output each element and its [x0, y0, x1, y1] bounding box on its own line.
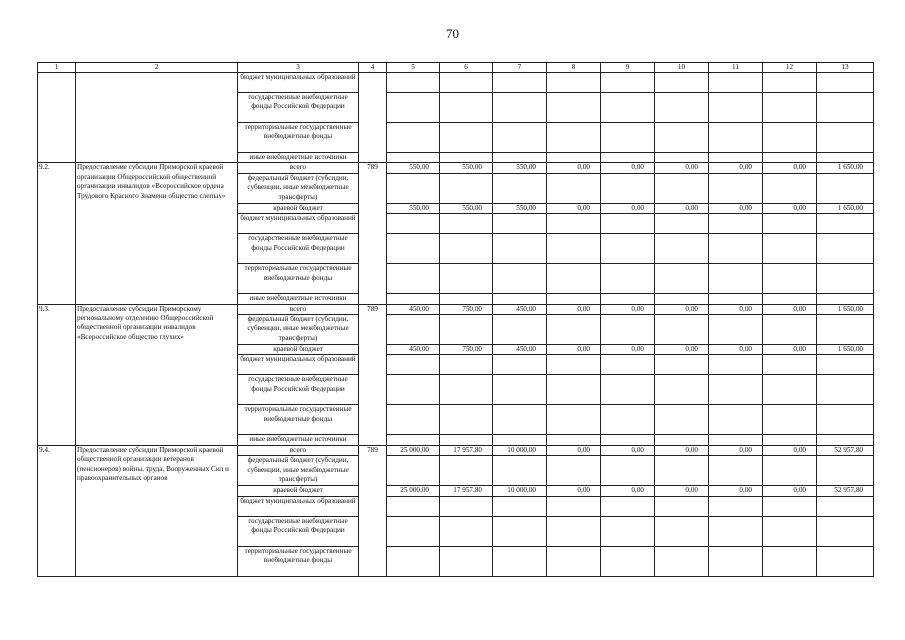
value-cell	[493, 73, 547, 93]
value-cell	[440, 73, 493, 93]
source-cell: территориальные государственные внебюджетные фонды	[238, 123, 359, 153]
value-cell	[709, 153, 763, 163]
value-cell	[655, 516, 709, 546]
value-cell: 17 957,80	[440, 445, 493, 455]
value-cell	[387, 264, 440, 294]
value-cell	[387, 496, 440, 516]
value-cell	[709, 264, 763, 294]
value-cell	[817, 234, 874, 264]
value-cell	[601, 546, 655, 576]
value-cell	[763, 355, 817, 375]
name-cell	[76, 73, 238, 163]
column-header: 9	[601, 63, 655, 73]
value-cell	[547, 375, 601, 405]
value-cell	[387, 73, 440, 93]
value-cell	[655, 355, 709, 375]
value-cell	[655, 93, 709, 123]
value-cell	[547, 173, 601, 203]
value-cell	[763, 496, 817, 516]
value-cell: 52 957,80	[817, 486, 874, 496]
value-cell	[709, 456, 763, 486]
value-cell: 0,00	[763, 163, 817, 173]
value-cell	[817, 435, 874, 445]
value-cell	[709, 355, 763, 375]
value-cell	[387, 456, 440, 486]
value-cell	[493, 123, 547, 153]
value-cell	[387, 234, 440, 264]
value-cell: 450,00	[387, 345, 440, 355]
section-index: 9.3.	[38, 304, 76, 445]
value-cell: 25 000,00	[387, 445, 440, 455]
value-cell	[709, 234, 763, 264]
page-number: 70	[446, 26, 459, 41]
value-cell: 25 000,00	[387, 486, 440, 496]
value-cell	[547, 234, 601, 264]
value-cell	[655, 173, 709, 203]
value-cell	[440, 496, 493, 516]
value-cell: 1 650,00	[817, 345, 874, 355]
code-cell	[359, 73, 387, 163]
value-cell	[387, 315, 440, 345]
value-cell	[493, 153, 547, 163]
value-cell	[547, 516, 601, 546]
source-cell: бюджет муниципальных образований	[238, 73, 359, 93]
source-cell: федеральный бюджет (субсидии, субвенции, иные межбюджетные трансферты)	[238, 315, 359, 345]
value-cell	[655, 405, 709, 435]
value-cell: 17 957,80	[440, 486, 493, 496]
value-cell	[601, 294, 655, 304]
value-cell: 0,00	[655, 163, 709, 173]
value-cell	[655, 496, 709, 516]
table-row	[38, 445, 874, 455]
value-cell: 550,00	[493, 203, 547, 213]
column-header: 6	[440, 63, 493, 73]
value-cell	[709, 516, 763, 546]
value-cell	[655, 435, 709, 445]
value-cell	[547, 456, 601, 486]
value-cell	[763, 516, 817, 546]
value-cell	[655, 264, 709, 294]
value-cell	[655, 375, 709, 405]
value-cell	[547, 73, 601, 93]
value-cell	[601, 315, 655, 345]
source-cell: бюджет муниципальных образований	[238, 214, 359, 234]
value-cell	[601, 496, 655, 516]
value-cell	[709, 93, 763, 123]
value-cell	[655, 294, 709, 304]
value-cell: 0,00	[709, 163, 763, 173]
value-cell: 0,00	[763, 486, 817, 496]
value-cell	[387, 123, 440, 153]
source-cell: бюджет муниципальных образований	[238, 355, 359, 375]
value-cell	[493, 294, 547, 304]
value-cell	[763, 234, 817, 264]
value-cell	[817, 496, 874, 516]
column-header: 5	[387, 63, 440, 73]
value-cell	[709, 405, 763, 435]
value-cell	[601, 435, 655, 445]
value-cell	[763, 73, 817, 93]
source-cell: всего	[238, 163, 359, 173]
value-cell: 550,00	[493, 163, 547, 173]
value-cell: 0,00	[709, 445, 763, 455]
value-cell	[817, 73, 874, 93]
value-cell	[547, 496, 601, 516]
value-cell: 0,00	[601, 163, 655, 173]
value-cell	[440, 173, 493, 203]
value-cell	[709, 173, 763, 203]
value-cell	[763, 214, 817, 234]
value-cell	[440, 456, 493, 486]
column-header: 7	[493, 63, 547, 73]
value-cell	[601, 516, 655, 546]
value-cell	[440, 405, 493, 435]
value-cell: 0,00	[655, 345, 709, 355]
value-cell	[440, 264, 493, 294]
value-cell	[763, 405, 817, 435]
source-cell: иные внебюджетные источники	[238, 294, 359, 304]
value-cell	[709, 375, 763, 405]
value-cell	[601, 73, 655, 93]
value-cell	[817, 315, 874, 345]
value-cell: 0,00	[655, 203, 709, 213]
value-cell: 0,00	[709, 203, 763, 213]
value-cell	[655, 123, 709, 153]
value-cell	[817, 546, 874, 576]
value-cell: 0,00	[547, 445, 601, 455]
value-cell: 0,00	[763, 203, 817, 213]
value-cell	[709, 123, 763, 153]
value-cell	[547, 546, 601, 576]
table-row	[38, 163, 874, 173]
idx-cell	[38, 73, 76, 163]
column-header: 12	[763, 63, 817, 73]
source-cell: государственные внебюджетные фонды Российской Федерации	[238, 375, 359, 405]
value-cell	[387, 93, 440, 123]
value-cell	[655, 214, 709, 234]
value-cell	[709, 294, 763, 304]
value-cell: 0,00	[601, 203, 655, 213]
value-cell	[387, 214, 440, 234]
value-cell: 0,00	[547, 203, 601, 213]
value-cell	[440, 214, 493, 234]
value-cell	[601, 153, 655, 163]
source-cell: краевой бюджет	[238, 345, 359, 355]
value-cell	[493, 93, 547, 123]
value-cell: 52 957,80	[817, 445, 874, 455]
value-cell	[817, 123, 874, 153]
value-cell	[547, 315, 601, 345]
table-row	[38, 73, 874, 93]
code-cell: 789	[359, 163, 387, 304]
value-cell: 0,00	[709, 486, 763, 496]
value-cell	[763, 264, 817, 294]
value-cell	[493, 214, 547, 234]
value-cell	[387, 435, 440, 445]
value-cell	[763, 375, 817, 405]
value-cell	[763, 294, 817, 304]
value-cell: 0,00	[547, 486, 601, 496]
column-header: 8	[547, 63, 601, 73]
value-cell: 0,00	[601, 486, 655, 496]
value-cell	[440, 315, 493, 345]
value-cell: 10 000,00	[493, 486, 547, 496]
value-cell	[387, 375, 440, 405]
value-cell	[817, 214, 874, 234]
value-cell: 550,00	[440, 163, 493, 173]
value-cell	[655, 456, 709, 486]
value-cell	[655, 234, 709, 264]
value-cell	[440, 435, 493, 445]
value-cell	[493, 435, 547, 445]
value-cell	[763, 456, 817, 486]
column-header: 13	[817, 63, 874, 73]
source-cell: иные внебюджетные источники	[238, 435, 359, 445]
value-cell	[440, 234, 493, 264]
value-cell	[709, 435, 763, 445]
value-cell: 0,00	[655, 486, 709, 496]
value-cell: 0,00	[763, 304, 817, 314]
value-cell	[817, 294, 874, 304]
value-cell	[709, 315, 763, 345]
value-cell	[440, 355, 493, 375]
value-cell: 0,00	[709, 345, 763, 355]
value-cell	[440, 375, 493, 405]
value-cell: 0,00	[601, 345, 655, 355]
value-cell	[655, 315, 709, 345]
value-cell	[817, 264, 874, 294]
value-cell	[493, 173, 547, 203]
value-cell	[547, 294, 601, 304]
value-cell	[817, 456, 874, 486]
value-cell	[547, 214, 601, 234]
value-cell	[709, 546, 763, 576]
value-cell: 1 650,00	[817, 203, 874, 213]
value-cell	[601, 123, 655, 153]
value-cell: 450,00	[493, 345, 547, 355]
value-cell	[817, 93, 874, 123]
value-cell: 0,00	[547, 163, 601, 173]
value-cell	[547, 123, 601, 153]
section-name: Предоставление субсидии Приморской краевой общественной организации ветеранов (пенсионеров) войны, труда, Вооруженных Сил и правоохранительных органов	[76, 445, 238, 576]
value-cell: 750,00	[440, 304, 493, 314]
value-cell	[655, 73, 709, 93]
value-cell	[387, 173, 440, 203]
value-cell	[817, 153, 874, 163]
value-cell	[440, 153, 493, 163]
value-cell	[763, 435, 817, 445]
value-cell	[493, 375, 547, 405]
value-cell	[763, 315, 817, 345]
value-cell	[709, 214, 763, 234]
value-cell: 1 650,00	[817, 304, 874, 314]
value-cell: 550,00	[440, 203, 493, 213]
value-cell	[601, 173, 655, 203]
value-cell	[493, 355, 547, 375]
value-cell	[547, 435, 601, 445]
value-cell	[387, 294, 440, 304]
source-cell: государственные внебюджетные фонды Российской Федерации	[238, 516, 359, 546]
value-cell	[601, 234, 655, 264]
value-cell	[709, 496, 763, 516]
value-cell	[601, 456, 655, 486]
column-header: 3	[238, 63, 359, 73]
value-cell	[709, 73, 763, 93]
value-cell: 0,00	[763, 445, 817, 455]
value-cell	[763, 173, 817, 203]
column-header: 2	[76, 63, 238, 73]
value-cell	[655, 546, 709, 576]
value-cell: 0,00	[655, 445, 709, 455]
value-cell	[763, 123, 817, 153]
value-cell	[493, 516, 547, 546]
value-cell	[547, 405, 601, 435]
value-cell: 550,00	[387, 203, 440, 213]
value-cell: 750,00	[440, 345, 493, 355]
source-cell: бюджет муниципальных образований	[238, 496, 359, 516]
table-body	[38, 63, 874, 577]
table-row	[38, 304, 874, 314]
value-cell	[817, 355, 874, 375]
section-index: 9.4.	[38, 445, 76, 576]
value-cell	[440, 93, 493, 123]
value-cell	[547, 355, 601, 375]
value-cell	[655, 153, 709, 163]
value-cell	[763, 93, 817, 123]
value-cell: 10 000,00	[493, 445, 547, 455]
value-cell	[547, 93, 601, 123]
value-cell	[493, 405, 547, 435]
value-cell	[387, 546, 440, 576]
value-cell: 1 650,00	[817, 163, 874, 173]
value-cell	[493, 234, 547, 264]
column-header: 4	[359, 63, 387, 73]
value-cell	[817, 375, 874, 405]
code-cell: 789	[359, 445, 387, 576]
value-cell	[493, 264, 547, 294]
value-cell	[440, 516, 493, 546]
value-cell: 0,00	[601, 304, 655, 314]
value-cell	[387, 516, 440, 546]
value-cell: 0,00	[655, 304, 709, 314]
value-cell: 550,00	[387, 163, 440, 173]
value-cell	[493, 315, 547, 345]
source-cell: краевой бюджет	[238, 203, 359, 213]
value-cell	[601, 405, 655, 435]
value-cell	[493, 456, 547, 486]
value-cell	[493, 496, 547, 516]
value-cell	[493, 546, 547, 576]
value-cell	[817, 173, 874, 203]
value-cell	[440, 546, 493, 576]
value-cell: 0,00	[709, 304, 763, 314]
value-cell: 0,00	[763, 345, 817, 355]
value-cell	[601, 264, 655, 294]
value-cell	[387, 355, 440, 375]
value-cell	[440, 123, 493, 153]
value-cell	[601, 355, 655, 375]
source-cell: территориальные государственные внебюджетные фонды	[238, 405, 359, 435]
value-cell	[817, 516, 874, 546]
value-cell	[817, 405, 874, 435]
value-cell: 450,00	[493, 304, 547, 314]
value-cell	[601, 214, 655, 234]
value-cell	[547, 264, 601, 294]
value-cell	[387, 153, 440, 163]
section-name: Предоставление субсидии Приморской краевой организации Общероссийской общественной организации инвалидов «Всероссийское ордена Трудового Красного Знамени общество слепых»	[76, 163, 238, 304]
source-cell: государственные внебюджетные фонды Российской Федерации	[238, 93, 359, 123]
column-header: 11	[709, 63, 763, 73]
source-cell: государственные внебюджетные фонды Российской Федерации	[238, 234, 359, 264]
column-header: 10	[655, 63, 709, 73]
value-cell: 450,00	[387, 304, 440, 314]
section-index: 9.2.	[38, 163, 76, 304]
value-cell	[763, 153, 817, 163]
code-cell: 789	[359, 304, 387, 445]
column-header: 1	[38, 63, 76, 73]
budget-table	[37, 62, 874, 577]
value-cell: 0,00	[547, 304, 601, 314]
value-cell	[601, 93, 655, 123]
section-name: Предоставление субсидии Приморскому региональному отделению Общероссийской общественной организации инвалидов «Всероссийское общество глухих»	[76, 304, 238, 445]
value-cell	[440, 294, 493, 304]
source-cell: территориальные государственные внебюджетные фонды	[238, 546, 359, 576]
value-cell: 0,00	[547, 345, 601, 355]
source-cell: всего	[238, 304, 359, 314]
source-cell: территориальные государственные внебюджетные фонды	[238, 264, 359, 294]
source-cell: федеральный бюджет (субсидии, субвенции, иные межбюджетные трансферты)	[238, 173, 359, 203]
source-cell: всего	[238, 445, 359, 455]
value-cell	[387, 405, 440, 435]
header-row	[38, 63, 874, 73]
value-cell	[763, 546, 817, 576]
source-cell: федеральный бюджет (субсидии, субвенции, иные межбюджетные трансферты)	[238, 456, 359, 486]
source-cell: краевой бюджет	[238, 486, 359, 496]
value-cell	[601, 375, 655, 405]
source-cell: иные внебюджетные источники	[238, 153, 359, 163]
value-cell	[547, 153, 601, 163]
value-cell: 0,00	[601, 445, 655, 455]
